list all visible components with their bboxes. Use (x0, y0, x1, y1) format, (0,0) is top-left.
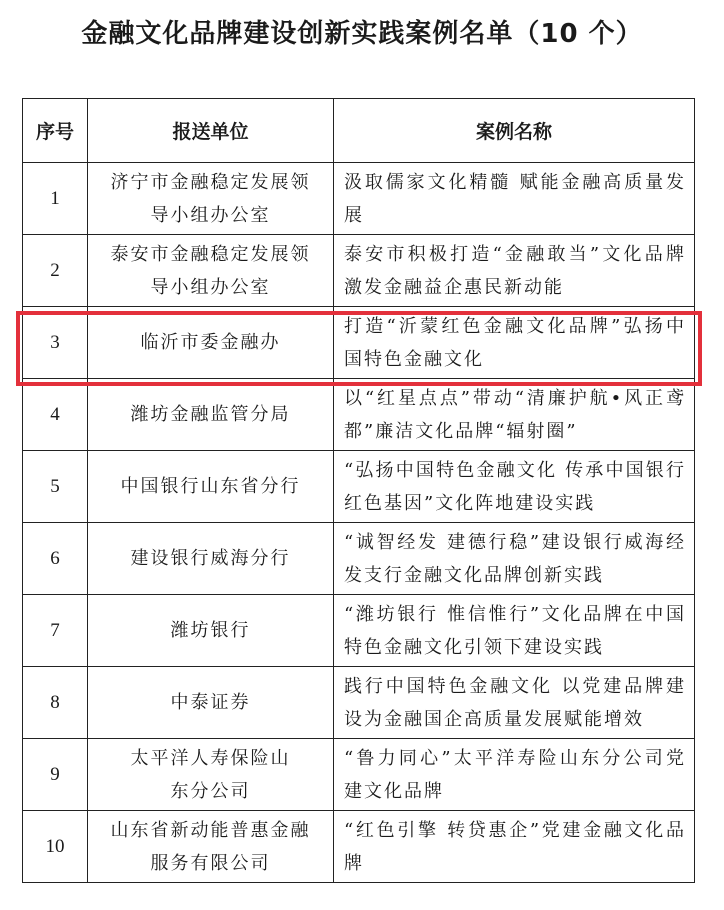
row-unit-cell (88, 379, 334, 451)
row-unit-cell (88, 307, 334, 379)
row-case-name-cell (334, 523, 695, 595)
header-unit: 报送单位 (88, 99, 334, 163)
row-unit-cell (88, 595, 334, 667)
table-row-highlighted (23, 307, 695, 379)
table-row (23, 595, 695, 667)
row-index: 6 (23, 523, 88, 595)
table-body (23, 163, 695, 883)
table-row (23, 739, 695, 811)
row-case-name: “潍坊银行 惟信惟行”文化品牌在中国特色金融文化引领下建设实践 (344, 603, 686, 658)
row-unit: 潍坊银行 (170, 620, 251, 641)
row-case-name: “弘扬中国特色金融文化 传承中国银行红色基因”文化阵地建设实践 (344, 459, 686, 514)
row-case-name-cell (334, 163, 695, 235)
row-case-name: 汲取儒家文化精髓 赋能金融高质量发展 (344, 171, 686, 226)
row-unit: 太平洋人寿保险山东分公司 (130, 747, 291, 802)
table-row (23, 523, 695, 595)
table-header (23, 99, 695, 163)
row-unit-cell (88, 739, 334, 811)
header-case-name: 案例名称 (334, 99, 695, 163)
row-case-name-cell (334, 667, 695, 739)
row-unit-cell (88, 667, 334, 739)
row-unit: 济宁市金融稳定发展领导小组办公室 (110, 171, 311, 226)
row-index: 5 (23, 451, 88, 523)
row-case-name: “红色引擎 转贷惠企”党建金融文化品牌 (344, 819, 686, 874)
row-case-name-cell (334, 739, 695, 811)
row-index: 2 (23, 235, 88, 307)
row-case-name: “鲁力同心”太平洋寿险山东分公司党建文化品牌 (344, 747, 686, 802)
row-case-name-cell (334, 811, 695, 883)
row-case-name-cell (334, 379, 695, 451)
row-index: 3 (23, 307, 88, 379)
row-case-name: “诚智经发 建德行稳”建设银行威海经发支行金融文化品牌创新实践 (344, 531, 686, 586)
header-row (23, 99, 695, 163)
row-unit-cell (88, 163, 334, 235)
row-case-name-cell (334, 235, 695, 307)
row-unit: 中国银行山东省分行 (120, 476, 301, 497)
row-unit-cell (88, 811, 334, 883)
row-unit: 临沂市委金融办 (140, 332, 281, 353)
row-case-name: 打造“沂蒙红色金融文化品牌”弘扬中国特色金融文化 (344, 315, 686, 370)
row-index: 1 (23, 163, 88, 235)
row-case-name: 泰安市积极打造“金融敢当”文化品牌激发金融益企惠民新动能 (344, 243, 686, 298)
row-case-name-cell (334, 595, 695, 667)
row-unit: 山东省新动能普惠金融服务有限公司 (110, 819, 311, 874)
row-index: 4 (23, 379, 88, 451)
case-list-table (22, 98, 695, 883)
row-unit: 泰安市金融稳定发展领导小组办公室 (110, 243, 311, 298)
table-row (23, 235, 695, 307)
table-row (23, 451, 695, 523)
row-unit-cell (88, 523, 334, 595)
table-row (23, 163, 695, 235)
row-index: 10 (23, 811, 88, 883)
row-unit: 潍坊金融监管分局 (130, 404, 291, 425)
row-unit: 中泰证券 (170, 692, 251, 713)
row-case-name: 践行中国特色金融文化 以党建品牌建设为金融国企高质量发展赋能增效 (344, 675, 686, 730)
row-index: 7 (23, 595, 88, 667)
table-row (23, 811, 695, 883)
table-row (23, 379, 695, 451)
row-case-name: 以“红星点点”带动“清廉护航•风正鸢都”廉洁文化品牌“辐射圈” (344, 387, 686, 442)
row-index: 9 (23, 739, 88, 811)
document-title: 金融文化品牌建设创新实践案例名单（10 个） (81, 19, 643, 49)
row-unit-cell (88, 451, 334, 523)
row-unit-cell (88, 235, 334, 307)
table-row (23, 667, 695, 739)
header-index: 序号 (23, 99, 88, 163)
row-index: 8 (23, 667, 88, 739)
row-case-name-cell (334, 451, 695, 523)
row-unit: 建设银行威海分行 (130, 548, 291, 569)
row-case-name-cell (334, 307, 695, 379)
